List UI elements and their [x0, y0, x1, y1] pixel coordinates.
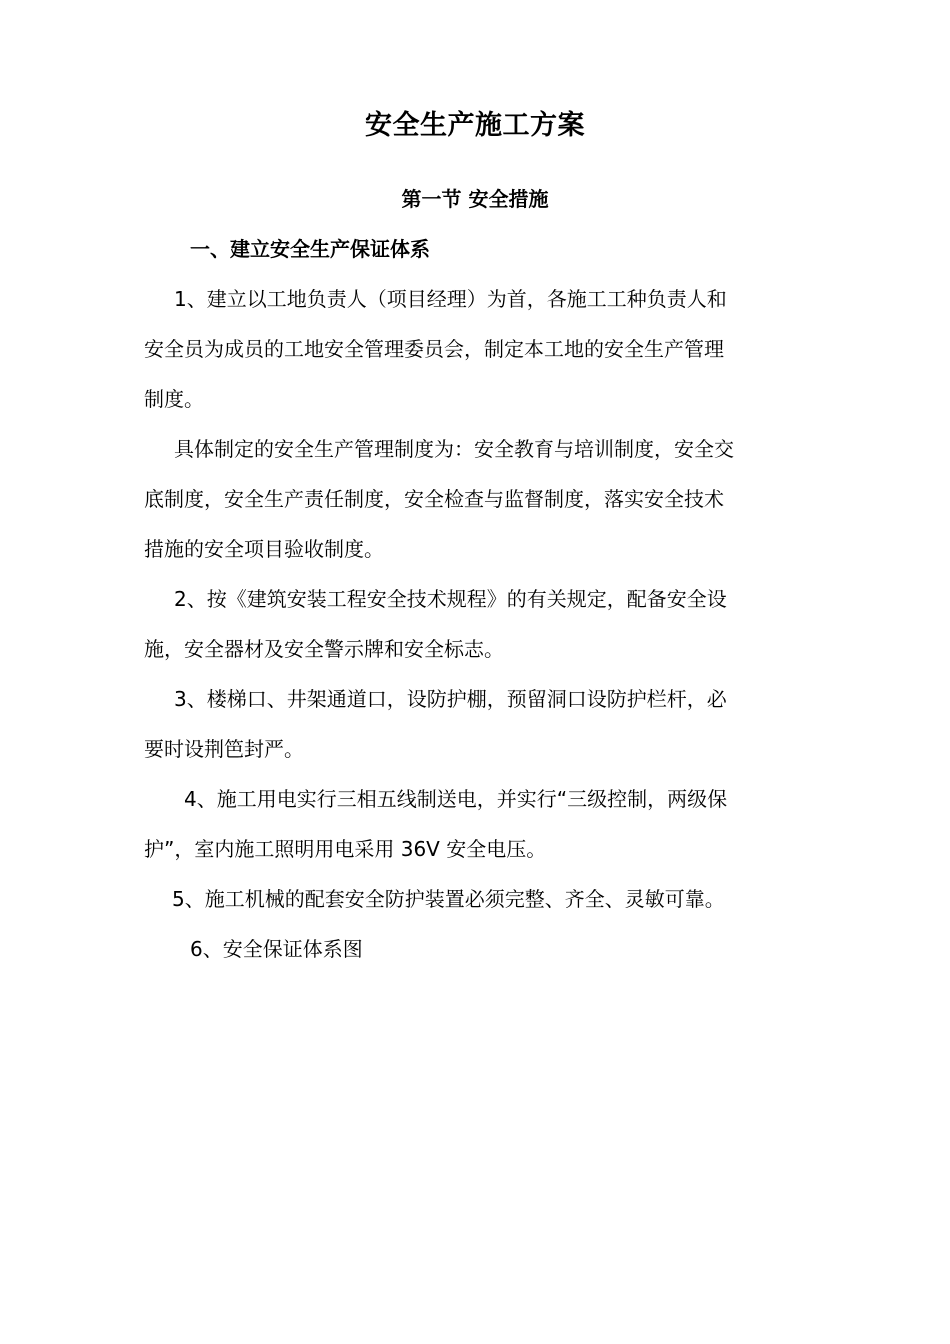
text-line: 要时设荆笆封严。: [144, 737, 304, 761]
text-line: 6、安全保证体系图: [190, 937, 363, 961]
text-line: 5、施工机械的配套安全防护装置必须完整、齐全、灵敏可靠。: [172, 887, 725, 911]
text-line: 2、按《建筑安装工程安全技术规程》的有关规定，配备安全设: [174, 587, 727, 611]
paragraph-4: [144, 674, 808, 774]
text-line: 安全员为成员的工地安全管理委员会，制定本工地的安全生产管理: [144, 337, 724, 361]
text-line: 底制度，安全生产责任制度，安全检查与监督制度，落实安全技术: [144, 487, 724, 511]
text-line: 4、施工用电实行三相五线制送电，并实行“三级控制，两级保: [184, 787, 728, 811]
subheading: 一、建立安全生产保证体系: [190, 237, 430, 261]
document-title: 安全生产施工方案: [365, 110, 585, 141]
text-line: 护”，室内施工照明用电采用 36V 安全电压。: [144, 837, 547, 861]
text-line: 制度。: [144, 387, 204, 411]
paragraph-3: [144, 574, 808, 674]
text-line: 3、楼梯口、井架通道口，设防护棚，预留洞口设防护栏杆，必: [174, 687, 727, 711]
text-line: 1、建立以工地负责人（项目经理）为首，各施工工种负责人和: [174, 287, 727, 311]
text-line: 措施的安全项目验收制度。: [144, 537, 384, 561]
paragraph-1: [144, 274, 808, 424]
text-line: 施，安全器材及安全警示牌和安全标志。: [144, 637, 504, 661]
paragraph-2: [144, 424, 808, 574]
text-line: 具体制定的安全生产管理制度为：安全教育与培训制度，安全交: [174, 437, 734, 461]
paragraph-7: [144, 924, 808, 974]
paragraph-6: [144, 874, 808, 924]
section-heading: 第一节 安全措施: [401, 187, 549, 211]
paragraph-5: [144, 774, 808, 874]
